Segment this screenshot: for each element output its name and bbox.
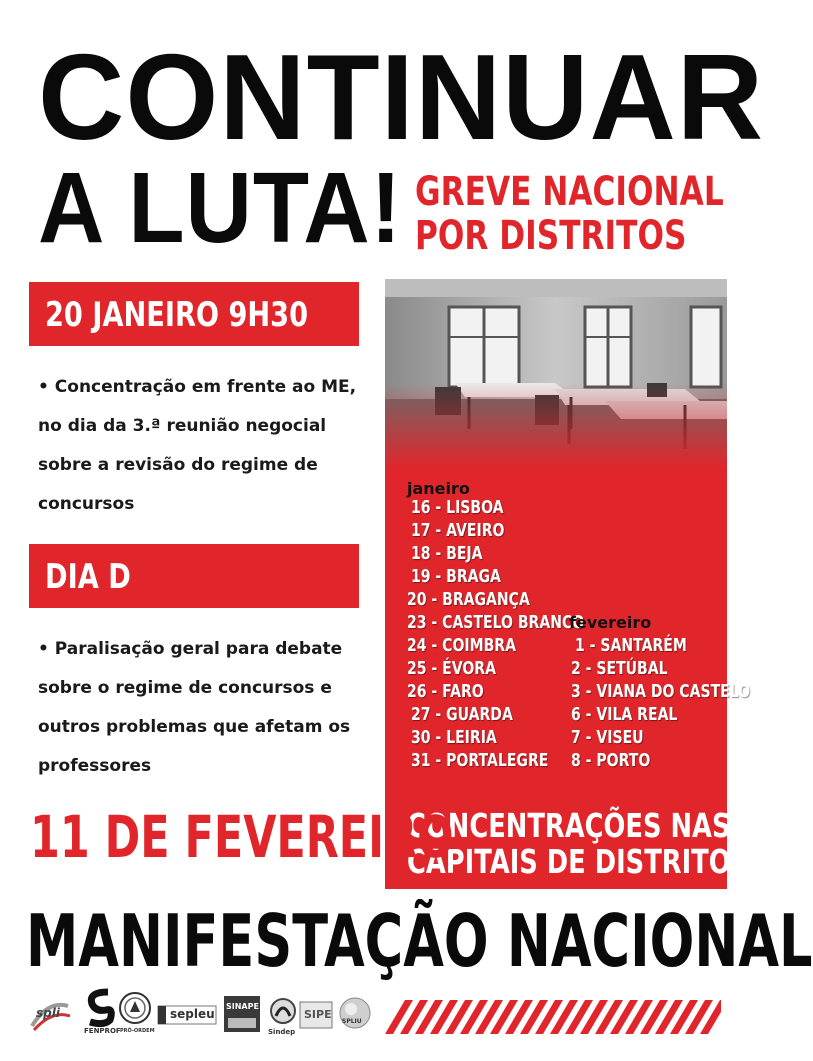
event-date: 11 DE FEVEREIRO (30, 803, 454, 871)
schedule-panel (385, 279, 751, 889)
text-line: • Paralisação geral para debate (38, 639, 343, 659)
logo-text: Sindep (268, 1028, 296, 1036)
fenprof-logo-icon (80, 988, 120, 1026)
classroom-photo (385, 279, 727, 469)
district-item: 20 - BRAGANÇA (407, 589, 530, 610)
logo-text: SIPE (304, 1008, 332, 1021)
spli-logo (28, 996, 72, 1036)
text-line: no dia da 3.ª reunião negocial (38, 416, 327, 436)
section-heading-dia-d (29, 544, 359, 608)
district-item: 6 - VILA REAL (571, 704, 678, 725)
sindep-logo-icon (268, 996, 298, 1028)
section-heading-label: 20 JANEIRO 9H30 (45, 295, 309, 335)
district-item: 17 - AVEIRO (411, 520, 505, 541)
sinape-logo (224, 996, 260, 1036)
text-line: outros problemas que afetam os (38, 717, 351, 737)
district-item: 27 - GUARDA (411, 704, 513, 725)
district-item: 30 - LEIRIA (411, 727, 497, 748)
district-item: 8 - PORTO (571, 750, 651, 771)
sepleu-logo (158, 1004, 216, 1034)
district-item: 1 - SANTARÉM (575, 635, 687, 656)
section-heading-20-janeiro (29, 282, 359, 346)
month-label-january: janeiro (407, 479, 470, 498)
logo-text: sepleu (170, 1007, 215, 1021)
district-item: 16 - LISBOA (411, 497, 504, 518)
district-item: 24 - COIMBRA (407, 635, 516, 656)
district-item: 26 - FARO (407, 681, 484, 702)
subtitle-line-2: POR DISTRITOS (415, 213, 687, 259)
text-line: professores (38, 756, 152, 776)
logo-text: SINAPE (226, 1002, 259, 1011)
district-item: 2 - SETÚBAL (571, 658, 668, 679)
text-line: • Concentração em frente ao ME, (38, 377, 357, 397)
sindep-logo (268, 996, 298, 1038)
pro-ordem-logo-icon (118, 990, 152, 1026)
district-item: 19 - BRAGA (411, 566, 501, 587)
logo-text: PRÓ-ORDEM (120, 1028, 155, 1034)
panel-caption-line-2: CAPITAIS DE DISTRITO (407, 842, 731, 881)
district-item: 3 - VIANA DO CASTELO (571, 681, 751, 702)
decorative-stripes (385, 1000, 721, 1034)
headline-line-1: CONTINUAR (38, 29, 765, 165)
text-line: concursos (38, 494, 135, 514)
logo-text: spli (36, 1006, 60, 1020)
section-2-text (38, 630, 368, 786)
text-line: sobre a revisão do regime de (38, 455, 318, 475)
month-label-february: fevereiro (569, 613, 652, 632)
district-item: 25 - ÉVORA (407, 658, 496, 679)
section-heading-label: DIA D (45, 557, 131, 597)
fenprof-logo (80, 988, 120, 1038)
spliu-logo (338, 996, 372, 1030)
logo-text: FENPROF (84, 1027, 121, 1035)
headline-line-2: A LUTA! (38, 152, 403, 264)
district-item: 18 - BEJA (411, 543, 483, 564)
text-line: sobre o regime de concursos e (38, 678, 332, 698)
section-1-text (38, 368, 368, 524)
district-item: 31 - PORTALEGRE (411, 750, 549, 771)
subtitle-line-1: GREVE NACIONAL (415, 169, 724, 215)
sipe-logo (300, 1002, 332, 1030)
logo-text: SPLIU (342, 1018, 362, 1025)
pro-ordem-logo (118, 990, 155, 1038)
panel-caption-line-1: CONCENTRAÇÕES NAS (407, 806, 731, 845)
district-item: 23 - CASTELO BRANCO (407, 612, 585, 633)
event-title: MANIFESTAÇÃO NACIONAL (26, 899, 813, 983)
district-item: 7 - VISEU (571, 727, 644, 748)
